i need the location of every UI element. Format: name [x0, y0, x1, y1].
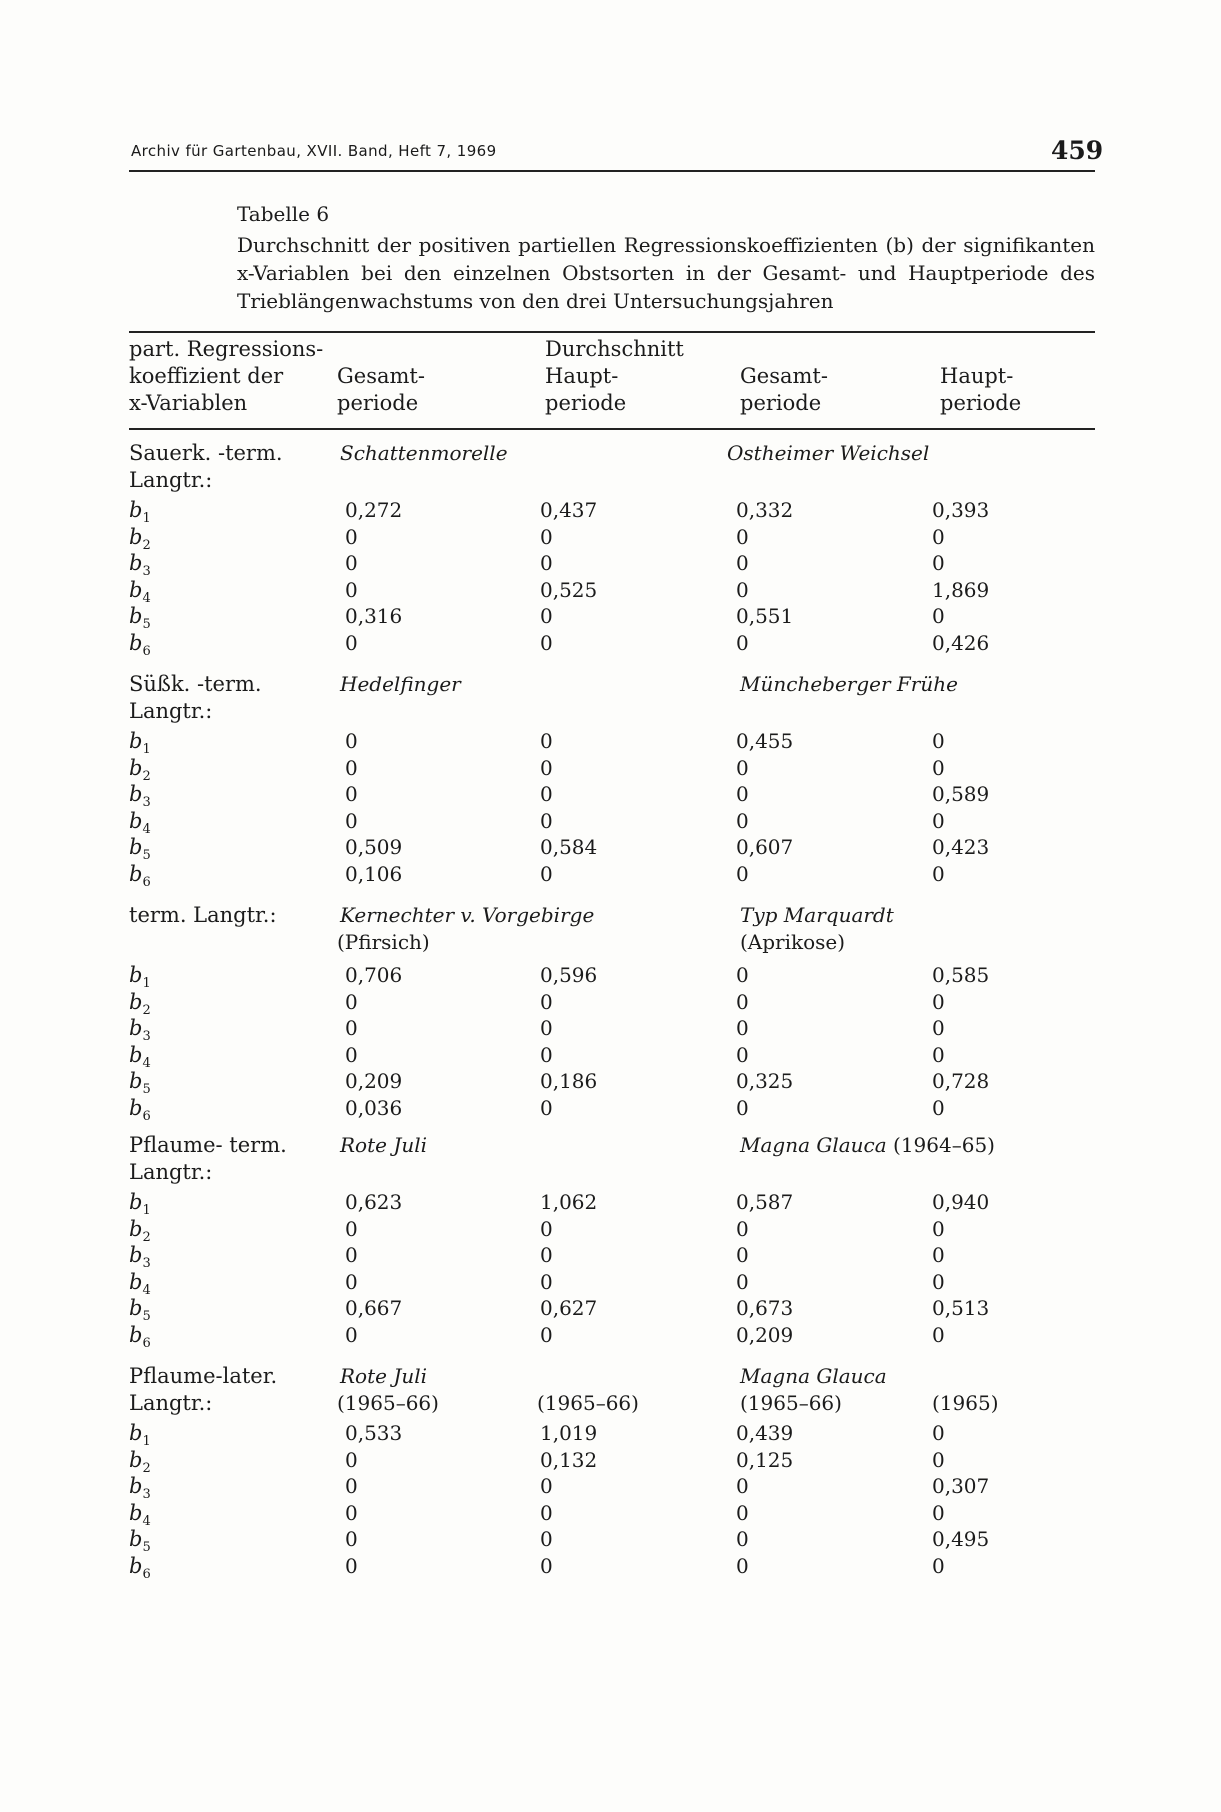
section-5-coef-label: $b_1$	[129, 1421, 151, 1450]
section-4-value-col4: 0	[932, 1217, 945, 1241]
section-1-coef-label: $b_6$	[129, 631, 151, 660]
section-4-coef-label: $b_1$	[129, 1190, 151, 1219]
section-5-value-col3: 0	[736, 1501, 749, 1525]
section-3-value-col3: 0,325	[736, 1069, 794, 1093]
section-2-value-col3: 0	[736, 809, 749, 833]
section-1-label-line2: Langtr.:	[129, 468, 213, 492]
header-rule	[129, 170, 1095, 172]
section-3-value-col4: 0	[932, 990, 945, 1014]
section-2-value-col3: 0,607	[736, 835, 794, 859]
header-group-durchschnitt: Durchschnitt	[545, 337, 684, 361]
section-2-value-col1: 0,106	[345, 862, 403, 886]
section-3-coef-label: $b_1$	[129, 963, 151, 992]
header-col2-line1: Haupt-	[545, 364, 619, 388]
section-4-value-col1: 0,623	[345, 1190, 403, 1214]
section-3-cultivar-a: Kernechter v. Vorgebirge	[340, 903, 595, 927]
section-5-value-col2: 0	[540, 1554, 553, 1578]
section-3-value-col3: 0	[736, 1016, 749, 1040]
section-5-value-col2: 0	[540, 1474, 553, 1498]
section-4-label-line1: Pflaume- term.	[129, 1133, 287, 1157]
section-4-value-col3: 0,587	[736, 1190, 794, 1214]
section-4-coef-label: $b_3$	[129, 1243, 151, 1272]
section-5-value-col2: 0	[540, 1501, 553, 1525]
section-5-label-line1: Pflaume-later.	[129, 1364, 278, 1388]
section-5-value-col3: 0,439	[736, 1421, 794, 1445]
section-3-coef-label: $b_6$	[129, 1096, 151, 1125]
section-2-cultivar-a: Hedelfinger	[340, 672, 461, 696]
section-2-value-col4: 0	[932, 729, 945, 753]
section-3-value-col1: 0	[345, 1043, 358, 1067]
section-4-cultivar-b: Magna Glauca (1964–65)	[740, 1133, 995, 1157]
section-1-value-col2: 0	[540, 551, 553, 575]
section-4-value-col3: 0	[736, 1243, 749, 1267]
section-4-value-col1: 0	[345, 1243, 358, 1267]
section-1-value-col3: 0,332	[736, 498, 794, 522]
section-3-coef-label: $b_5$	[129, 1069, 151, 1098]
section-5-value-col3: 0	[736, 1474, 749, 1498]
section-2-value-col4: 0	[932, 809, 945, 833]
section-1-cultivar-a: Schattenmorelle	[340, 441, 508, 465]
section-5-coef-label: $b_6$	[129, 1554, 151, 1583]
section-5-coef-label: $b_2$	[129, 1448, 151, 1477]
section-5-coef-label: $b_3$	[129, 1474, 151, 1503]
section-1-value-col2: 0,437	[540, 498, 598, 522]
table-rule-header-bottom	[129, 428, 1095, 430]
section-3-value-col1: 0,706	[345, 963, 403, 987]
section-4-value-col3: 0,673	[736, 1296, 794, 1320]
section-1-value-col1: 0,316	[345, 604, 403, 628]
section-3-value-col3: 0	[736, 1096, 749, 1120]
header-col2-line2: periode	[545, 391, 627, 415]
section-5-cultivar-a: Rote Juli	[340, 1364, 428, 1388]
section-3-coef-label: $b_3$	[129, 1016, 151, 1045]
section-3-value-col4: 0	[932, 1096, 945, 1120]
section-3-value-col1: 0	[345, 990, 358, 1014]
header-col0-line3: x-Variablen	[129, 391, 248, 415]
section-1-coef-label: $b_5$	[129, 604, 151, 633]
section-1-value-col2: 0	[540, 604, 553, 628]
section-5-value-col3: 0	[736, 1527, 749, 1551]
section-2-value-col2: 0	[540, 862, 553, 886]
section-3-cultivar-b: Typ Marquardt	[740, 903, 894, 927]
section-5-years-col4: (1965)	[932, 1391, 999, 1415]
section-5-value-col4: 0,495	[932, 1527, 990, 1551]
section-2-coef-label: $b_2$	[129, 756, 151, 785]
section-5-value-col4: 0,307	[932, 1474, 990, 1498]
section-2-value-col3: 0,455	[736, 729, 794, 753]
section-2-value-col4: 0,423	[932, 835, 990, 859]
header-col1-line1: Gesamt-	[337, 364, 425, 388]
section-4-value-col2: 0	[540, 1217, 553, 1241]
section-4-value-col3: 0,209	[736, 1323, 794, 1347]
section-4-label-line2: Langtr.:	[129, 1160, 213, 1184]
section-5-cultivar-b: Magna Glauca	[740, 1364, 887, 1388]
section-3-value-col4: 0,585	[932, 963, 990, 987]
section-3-value-col4: 0	[932, 1043, 945, 1067]
section-2-coef-label: $b_1$	[129, 729, 151, 758]
section-2-cultivar-b: Müncheberger Frühe	[740, 672, 958, 696]
journal-header: Archiv für Gartenbau, XVII. Band, Heft 7, 1969	[131, 142, 497, 160]
section-2-value-col2: 0	[540, 782, 553, 806]
section-5-value-col4: 0	[932, 1501, 945, 1525]
header-col4-line2: periode	[940, 391, 1022, 415]
section-4-value-col2: 0,627	[540, 1296, 598, 1320]
section-2-value-col3: 0	[736, 782, 749, 806]
section-3-cultivar-b-note: (Aprikose)	[740, 930, 846, 954]
section-1-coef-label: $b_4$	[129, 578, 151, 607]
section-3-value-col4: 0,728	[932, 1069, 990, 1093]
section-3-value-col2: 0	[540, 990, 553, 1014]
section-5-value-col1: 0	[345, 1474, 358, 1498]
section-1-value-col4: 1,869	[932, 578, 990, 602]
section-4-value-col1: 0	[345, 1217, 358, 1241]
section-4-value-col3: 0	[736, 1270, 749, 1294]
section-3-value-col2: 0	[540, 1043, 553, 1067]
section-2-value-col4: 0,589	[932, 782, 990, 806]
section-5-value-col1: 0	[345, 1448, 358, 1472]
section-4-value-col4: 0	[932, 1270, 945, 1294]
header-col0-line1: part. Regressions-	[129, 337, 324, 361]
section-2-coef-label: $b_6$	[129, 862, 151, 891]
section-1-coef-label: $b_2$	[129, 525, 151, 554]
section-1-value-col2: 0	[540, 631, 553, 655]
section-5-value-col2: 0	[540, 1527, 553, 1551]
section-1-label-line1: Sauerk. -term.	[129, 441, 283, 465]
section-2-value-col1: 0	[345, 809, 358, 833]
section-4-cultivar-b-years: (1964–65)	[886, 1133, 995, 1157]
section-3-value-col2: 0	[540, 1096, 553, 1120]
section-1-coef-label: $b_1$	[129, 498, 151, 527]
section-2-value-col4: 0	[932, 862, 945, 886]
section-5-value-col1: 0	[345, 1527, 358, 1551]
section-2-value-col1: 0	[345, 729, 358, 753]
section-5-value-col1: 0,533	[345, 1421, 403, 1445]
section-3-value-col1: 0,209	[345, 1069, 403, 1093]
section-2-value-col1: 0	[345, 756, 358, 780]
section-5-value-col3: 0,125	[736, 1448, 794, 1472]
header-col4-line1: Haupt-	[940, 364, 1014, 388]
section-1-value-col1: 0	[345, 525, 358, 549]
section-5-value-col4: 0	[932, 1448, 945, 1472]
section-5-years-col2: (1965–66)	[537, 1391, 639, 1415]
section-3-coef-label: $b_4$	[129, 1043, 151, 1072]
section-4-coef-label: $b_4$	[129, 1270, 151, 1299]
section-2-coef-label: $b_3$	[129, 782, 151, 811]
section-3-value-col1: 0	[345, 1016, 358, 1040]
section-1-value-col4: 0	[932, 525, 945, 549]
section-1-value-col4: 0,426	[932, 631, 990, 655]
section-2-label-line1: Süßk. -term.	[129, 672, 262, 696]
section-4-value-col2: 0	[540, 1243, 553, 1267]
section-2-value-col1: 0,509	[345, 835, 403, 859]
section-2-value-col2: 0	[540, 809, 553, 833]
table-rule-top	[129, 331, 1095, 333]
table-caption-label: Tabelle 6	[237, 202, 330, 226]
section-2-value-col2: 0	[540, 729, 553, 753]
section-1-coef-label: $b_3$	[129, 551, 151, 580]
section-2-value-col3: 0	[736, 756, 749, 780]
table-caption: Durchschnitt der positiven partiellen Regressionskoeffizienten (b) der signifikanten x-Variablen bei den einzelnen Obstsorten in der Gesamt- und Hauptperiode des Trieblängenwachstums von den drei Untersuchungsjahren	[237, 233, 1095, 313]
section-4-value-col3: 0	[736, 1217, 749, 1241]
section-3-label-line1: term. Langtr.:	[129, 903, 277, 927]
section-5-coef-label: $b_4$	[129, 1501, 151, 1530]
section-4-value-col1: 0	[345, 1323, 358, 1347]
section-4-coef-label: $b_5$	[129, 1296, 151, 1325]
section-1-value-col2: 0	[540, 525, 553, 549]
section-5-value-col1: 0	[345, 1554, 358, 1578]
header-col1-line2: periode	[337, 391, 419, 415]
section-3-value-col2: 0	[540, 1016, 553, 1040]
section-1-value-col4: 0	[932, 604, 945, 628]
section-3-coef-label: $b_2$	[129, 990, 151, 1019]
header-col3-line1: Gesamt-	[740, 364, 828, 388]
section-1-value-col3: 0	[736, 578, 749, 602]
section-1-value-col1: 0	[345, 551, 358, 575]
section-3-value-col2: 0,596	[540, 963, 598, 987]
section-5-cultivar-b-note: (1965–66)	[740, 1391, 842, 1415]
section-1-value-col1: 0,272	[345, 498, 403, 522]
section-4-value-col2: 0	[540, 1270, 553, 1294]
section-1-value-col1: 0	[345, 631, 358, 655]
section-4-value-col4: 0,513	[932, 1296, 990, 1320]
section-5-value-col2: 0,132	[540, 1448, 598, 1472]
section-4-coef-label: $b_2$	[129, 1217, 151, 1246]
section-3-value-col4: 0	[932, 1016, 945, 1040]
section-2-coef-label: $b_5$	[129, 835, 151, 864]
section-3-value-col3: 0	[736, 1043, 749, 1067]
section-4-value-col2: 0	[540, 1323, 553, 1347]
section-1-value-col1: 0	[345, 578, 358, 602]
section-2-value-col1: 0	[345, 782, 358, 806]
section-4-value-col1: 0,667	[345, 1296, 403, 1320]
section-5-value-col4: 0	[932, 1554, 945, 1578]
section-4-value-col2: 1,062	[540, 1190, 598, 1214]
section-5-value-col4: 0	[932, 1421, 945, 1445]
section-1-cultivar-b: Ostheimer Weichsel	[727, 441, 930, 465]
section-2-value-col3: 0	[736, 862, 749, 886]
section-1-value-col3: 0,551	[736, 604, 794, 628]
page-number: 459	[1051, 136, 1104, 165]
section-2-label-line2: Langtr.:	[129, 699, 213, 723]
section-5-value-col3: 0	[736, 1554, 749, 1578]
section-3-value-col3: 0	[736, 963, 749, 987]
section-1-value-col3: 0	[736, 631, 749, 655]
header-col0-line2: koeffizient der	[129, 364, 284, 388]
section-3-value-col3: 0	[736, 990, 749, 1014]
section-2-coef-label: $b_4$	[129, 809, 151, 838]
section-1-value-col2: 0,525	[540, 578, 598, 602]
section-2-value-col4: 0	[932, 756, 945, 780]
section-5-value-col2: 1,019	[540, 1421, 598, 1445]
section-1-value-col3: 0	[736, 551, 749, 575]
section-5-cultivar-a-note: (1965–66)	[337, 1391, 439, 1415]
section-2-value-col2: 0	[540, 756, 553, 780]
section-3-value-col2: 0,186	[540, 1069, 598, 1093]
section-1-value-col3: 0	[736, 525, 749, 549]
section-1-value-col4: 0	[932, 551, 945, 575]
section-3-value-col1: 0,036	[345, 1096, 403, 1120]
section-4-value-col4: 0	[932, 1243, 945, 1267]
section-3-cultivar-a-note: (Pfirsich)	[337, 930, 430, 954]
section-4-coef-label: $b_6$	[129, 1323, 151, 1352]
section-2-value-col2: 0,584	[540, 835, 598, 859]
section-1-value-col4: 0,393	[932, 498, 990, 522]
section-4-value-col4: 0,940	[932, 1190, 990, 1214]
section-5-value-col1: 0	[345, 1501, 358, 1525]
section-5-label-line2: Langtr.:	[129, 1391, 213, 1415]
section-5-coef-label: $b_5$	[129, 1527, 151, 1556]
section-4-value-col4: 0	[932, 1323, 945, 1347]
section-4-cultivar-a: Rote Juli	[340, 1133, 428, 1157]
header-col3-line2: periode	[740, 391, 822, 415]
section-4-value-col1: 0	[345, 1270, 358, 1294]
